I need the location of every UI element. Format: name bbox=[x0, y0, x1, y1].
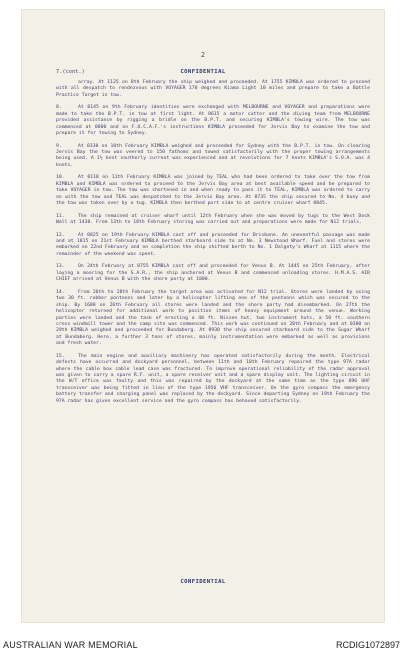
paragraph-number: 11. bbox=[56, 213, 65, 219]
classification-footer: CONFIDENTIAL bbox=[180, 579, 226, 585]
paragraph-13 bbox=[56, 264, 370, 283]
paragraph-text: At 0825 on 19th February KIMBLA cast off and proceeded for Brisbane. An uneventful passage was made and at 1815 on 21st February KIMBLA berthed starboard side to at No. 3 Newstead Wharf. Fuel and stores were embarked on 22nd February and on completion the ship shifted berth to No. 1 Dalgety's Wharf at 1115 where the remainder of the weekend was spent. bbox=[56, 232, 370, 257]
paragraph-text: At 0330 on 10th February KIMBLA weighed and proceeded for Sydney with the B.P.T. in tow. On clearing Jervis Bay the tow was veered to 150 fathoms and towed satisfactorily with the proper towing arrangements being used. A 1½ knot southerly current was experienced and at revolutions for 7 knots KIMBLA's S.O.A. was 4 knots. bbox=[56, 143, 370, 168]
paragraph-number: 9. bbox=[56, 143, 62, 149]
document-body bbox=[56, 80, 370, 411]
paragraph-10 bbox=[56, 175, 370, 207]
paragraph-8 bbox=[56, 105, 370, 137]
document-page bbox=[22, 10, 384, 622]
paragraph-number: 14. bbox=[56, 289, 65, 295]
paragraph-text: array. At 1125 on 8th February the ship weighed and proceeded. At 1755 KIMBLA was ordered to proceed with all despatch to rendezvous with VOYAGER 170 degrees Kiama Light 10 miles and prepare to take a Battle Practice Target in tow. bbox=[56, 80, 370, 98]
paragraph-text: The ship remained at cruiser wharf until 12th February when she was moved by tugs to the West Dock Wall at 1430. From 13th to 18th February storing was carried out and preparations were made for N12 trials. bbox=[56, 213, 370, 226]
paragraph-number: 10. bbox=[56, 175, 65, 181]
paragraph-text: From 26th to 28th February the target area was activated for N12 trial. Stores were landed by using two 30 ft. rubber pontoons and later by a helicopter lifting one of the pontoons which was secured to the ship. By 1600 on 26th February all stores were landed and the shore party had disembarked. On 27th the helicopter returned for additional work to position items of heavy equipment around the venue. Working parties were landed and the task of erecting a 48 ft. Nissen hut, two instrument huts, a 50 ft. southern cross windmill tower and the camp site was commenced. This work was continued on 28th February and at 0300 on 29th KIMBLA weighed and proceeded for Bundaberg. At 0930 the ship secured starboard side to the Sugar Wharf at Bundaberg. Here, a further 3 tons of stores, mainly instrumentation were embarked as well as provisions and fresh water. bbox=[56, 289, 370, 347]
classification-header: CONFIDENTIAL bbox=[180, 69, 226, 75]
continuation-label: 7.(cont.) bbox=[56, 69, 85, 75]
paragraph-15 bbox=[56, 354, 370, 405]
paragraph-number: 8. bbox=[56, 105, 62, 111]
archive-footer bbox=[0, 636, 403, 653]
archive-name: AUSTRALIAN WAR MEMORIAL bbox=[3, 640, 138, 650]
paragraph-number: 13. bbox=[56, 264, 65, 270]
page-number: 2 bbox=[200, 51, 206, 59]
paragraph-9 bbox=[56, 144, 370, 170]
paragraph-number: 12. bbox=[56, 232, 65, 238]
paragraph-number: 15. bbox=[56, 353, 65, 359]
paragraph-7-continued bbox=[56, 80, 370, 99]
paragraph-11 bbox=[56, 214, 370, 227]
paragraph-14 bbox=[56, 290, 370, 348]
paragraph-text: At 0145 on 9th February identities were exchanged with MELBOURNE and VOYAGER and preparations were made to take the B.P.T. in tow at first light. At 0615 a motor cutter and the diving team from MELBOURNE provided assistance by rigging a bridle on the B.P.T. and securing KIMBLA's towing wire. The tow was commenced at 0800 and on F.O.C.A.F.'s instructions KIMBLA proceeded for Jervis Bay to examine the tow and prepare it for towing to Sydney. bbox=[56, 105, 370, 137]
paragraph-text: On 24th February at 0755 KIMBLA cast off and proceeded for Venus B. At 1445 on 25th February, after laying a mooring for the S.A.R., the ship anchored at Venus B and commenced unloading stores. H.M.A.S. AIR CHIEF arrived at Venus B with the shore party at 1800. bbox=[56, 264, 370, 283]
record-id: RCDIG1072897 bbox=[335, 640, 400, 650]
paragraph-12 bbox=[56, 233, 370, 259]
paragraph-text: At 0110 on 11th February KIMBLA was joined by TEAL who had been ordered to take over the tow from KIMBLA and KIMBLA was ordered to proceed to the Jervis Bay area at best available speed and be prepared to take VOYAGER in tow. The tow was shortened in and when ready to pass it to TEAL, KIMBLA was ordered to carry on with the tow and TEAL was despatched to the Jervis Bay area. At 0735 the ship secured to No. 4 buoy and the tow was taken over by a tug. KIMBLA then berthed port side to at centre cruiser wharf 0845. bbox=[56, 175, 370, 207]
paragraph-text: The main engine and auxiliary machinery has operated satisfactorily during the month. Electrical defects have occurred and dockyard personnel, between 11th and 18th February repaired the type 97A radar where the cable box cable lead case was fractured. To improve operational reliability of the radar approval was given to carry a spare R.F. unit, a spare receiver unit and a spare display unit. The lighting circuit in the W/T office was faulty and this was repaired by the dockyard at the same time as the type 696 UHF transceiver was being fitted in lieu of the type 1956 VHF transceiver. On the gyro compass the emergency battery transfer and charging panel was replaced by the dockyard. Since departing Sydney on 19th February the 97A radar has given excellent service and the gyro compass has behaved satisfactorily. bbox=[56, 353, 370, 404]
